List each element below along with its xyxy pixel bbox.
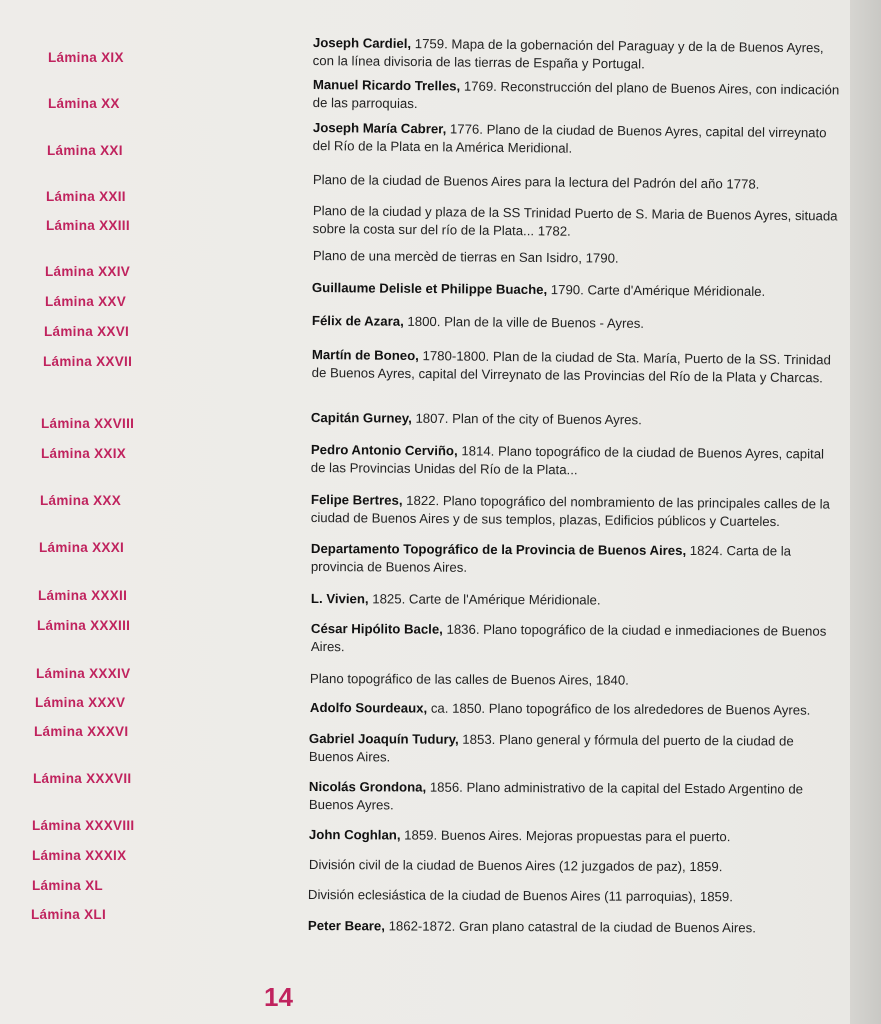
entry-description: 1859. Buenos Aires. Mejoras propuestas para el puerto. — [400, 827, 731, 845]
entry-text — [311, 620, 841, 659]
entry-author: John Coghlan, — [308, 827, 401, 843]
entry-description: 1824. Carta de la provincia de Buenos Aires. — [310, 542, 792, 575]
lamina-label: Lámina XXX — [40, 493, 122, 508]
entry-description: 1759. Mapa de la gobernación del Paraguay y de la de Buenos Ayres, con la línea divisoria de las tierras de España y Portugal. — [312, 36, 824, 72]
entry-description: 1769. Reconstrucción del plano de Buenos Aires, con indicación de las parroquias. — [312, 78, 840, 112]
entry-text — [313, 34, 843, 76]
lamina-label: Lámina XXXIX — [32, 848, 127, 863]
entry-text — [308, 917, 838, 938]
lamina-label: Lámina XXIII — [46, 218, 130, 233]
lamina-label: Lámina XXXII — [38, 588, 128, 603]
entry-text — [313, 202, 843, 244]
entry-author: Félix de Azara, — [311, 312, 404, 329]
lamina-label: Lámina XXXI — [39, 540, 125, 555]
lamina-label: Lámina XIX — [48, 50, 124, 65]
entry-text — [312, 279, 842, 302]
entry-text — [311, 441, 841, 482]
entry-author: Pedro Antonio Cerviño, — [310, 441, 458, 459]
lamina-label: Lámina XLI — [31, 907, 107, 922]
entry-text — [313, 247, 843, 270]
entry-text — [312, 346, 842, 388]
entry-text — [309, 730, 839, 769]
lamina-label: Lámina XXXVII — [33, 771, 132, 786]
entry-author: Nicolás Grondona, — [308, 779, 427, 795]
entry-description: 1853. Plano general y fórmula del puerto de la ciudad de Buenos Aires. — [308, 731, 794, 765]
entry-author: César Hipólito Bacle, — [310, 621, 443, 637]
entry-description: ca. 1850. Plano topográfico de los alrededores de Buenos Ayres. — [427, 700, 811, 718]
entry-author: L. Vivien, — [310, 591, 369, 607]
entry-description: 1780-1800. Plan de la ciudad de Sta. María, Puerto de la SS. Trinidad de Buenos Ayres, capital del Virreynato de las Provincias del Río de la Plata y Charcas. — [311, 348, 831, 386]
lamina-label: Lámina XXVII — [43, 354, 133, 369]
lamina-label: Lámina XXII — [46, 189, 126, 204]
lamina-label: Lámina XL — [32, 878, 103, 893]
entry-author: Manuel Ricardo Trelles, — [312, 76, 461, 94]
entry-text — [311, 491, 841, 532]
entry-description: 1776. Plano de la ciudad de Buenos Ayres, capital del virreynato del Río de la Plata en la América Meridional. — [312, 121, 827, 156]
lamina-label: Lámina XXXIV — [36, 666, 131, 681]
lamina-label: Lámina XXXVIII — [32, 818, 135, 833]
entry-description: 1790. Carte d'Amérique Méridionale. — [547, 282, 766, 299]
lamina-label: Lámina XXV — [45, 294, 127, 309]
page-edge — [850, 0, 881, 1024]
entry-text — [311, 540, 841, 579]
entry-author: Peter Beare, — [307, 918, 385, 934]
entry-text — [313, 171, 843, 195]
lamina-label: Lámina XXIX — [41, 446, 127, 461]
entry-description: 1800. Plan de la ville de Buenos - Ayres. — [403, 313, 645, 331]
entry-text — [309, 856, 839, 877]
lamina-label: Lámina XXVI — [44, 324, 130, 339]
lamina-label: Lámina XXXVI — [34, 724, 129, 739]
entry-text — [310, 670, 840, 691]
entry-text — [313, 119, 843, 161]
page-number: 14 — [264, 982, 293, 1012]
lamina-label: Lámina XX — [48, 96, 120, 111]
entry-description: 1807. Plan of the city of Buenos Ayres. — [411, 410, 642, 428]
entry-author: Felipe Bertres, — [310, 491, 403, 508]
entry-text — [309, 826, 839, 847]
entry-author: Gabriel Joaquín Tudury, — [308, 731, 459, 747]
entry-author: Capitán Gurney, — [310, 409, 412, 426]
entry-author: Joseph María Cabrer, — [312, 119, 447, 137]
entry-description: 1862-1872. Gran plano catastral de la ciudad de Buenos Aires. — [384, 918, 756, 936]
entry-description: 1814. Plano topográfico de la ciudad de Buenos Ayres, capital de las Provincias Unidas del Río de la Plata... — [310, 443, 825, 478]
entry-description: Plano de la ciudad y plaza de la SS Trinidad Puerto de S. Maria de Buenos Ayres, situada sobre la costa sur del río de la Plata... 1782. — [312, 202, 838, 239]
lamina-label: Lámina XXI — [47, 143, 123, 158]
lamina-label: Lámina XXXV — [35, 695, 126, 710]
entry-description: Plano topográfico de las calles de Buenos Aires, 1840. — [309, 671, 629, 688]
entry-text — [311, 590, 841, 611]
lamina-label: Lámina XXXIII — [37, 618, 131, 633]
entry-author: Adolfo Sourdeaux, — [309, 700, 428, 716]
entry-author: Departamento Topográfico de la Provincia de Buenos Aires, — [310, 541, 687, 558]
entry-description: 1856. Plano administrativo de la capital del Estado Argentino de Buenos Ayres. — [308, 779, 804, 813]
entry-author: Martín de Boneo, — [311, 346, 419, 364]
entry-text — [309, 778, 839, 817]
entry-description: División civil de la ciudad de Buenos Aires (12 juzgados de paz), 1859. — [308, 857, 723, 875]
entry-description: Plano de una mercèd de tierras en San Isidro, 1790. — [312, 247, 619, 266]
entry-author: Joseph Cardiel, — [312, 34, 412, 52]
entry-text — [312, 312, 842, 335]
entry-text — [310, 699, 840, 720]
entry-text — [311, 409, 841, 431]
entry-description: Plano de la ciudad de Buenos Aires para la lectura del Padrón del año 1778. — [312, 171, 760, 192]
entry-text — [308, 886, 838, 907]
entry-author: Guillaume Delisle et Philippe Buache, — [311, 279, 548, 298]
entry-text — [313, 76, 843, 118]
entry-description: 1836. Plano topográfico de la ciudad e inmediaciones de Buenos Aires. — [310, 621, 827, 655]
entry-description: 1825. Carte de l'Amérique Méridionale. — [368, 591, 601, 608]
lamina-label: Lámina XXIV — [45, 264, 131, 279]
entry-description: División eclesiástica de la ciudad de Buenos Aires (11 parroquias), 1859. — [307, 887, 733, 905]
entry-description: 1822. Plano topográfico del nombramiento de las principales calles de la ciudad de Buenos Aires y de sus templos, plazas, Edificios públicos y Cuarteles. — [310, 492, 830, 530]
lamina-label: Lámina XXVIII — [41, 416, 135, 431]
